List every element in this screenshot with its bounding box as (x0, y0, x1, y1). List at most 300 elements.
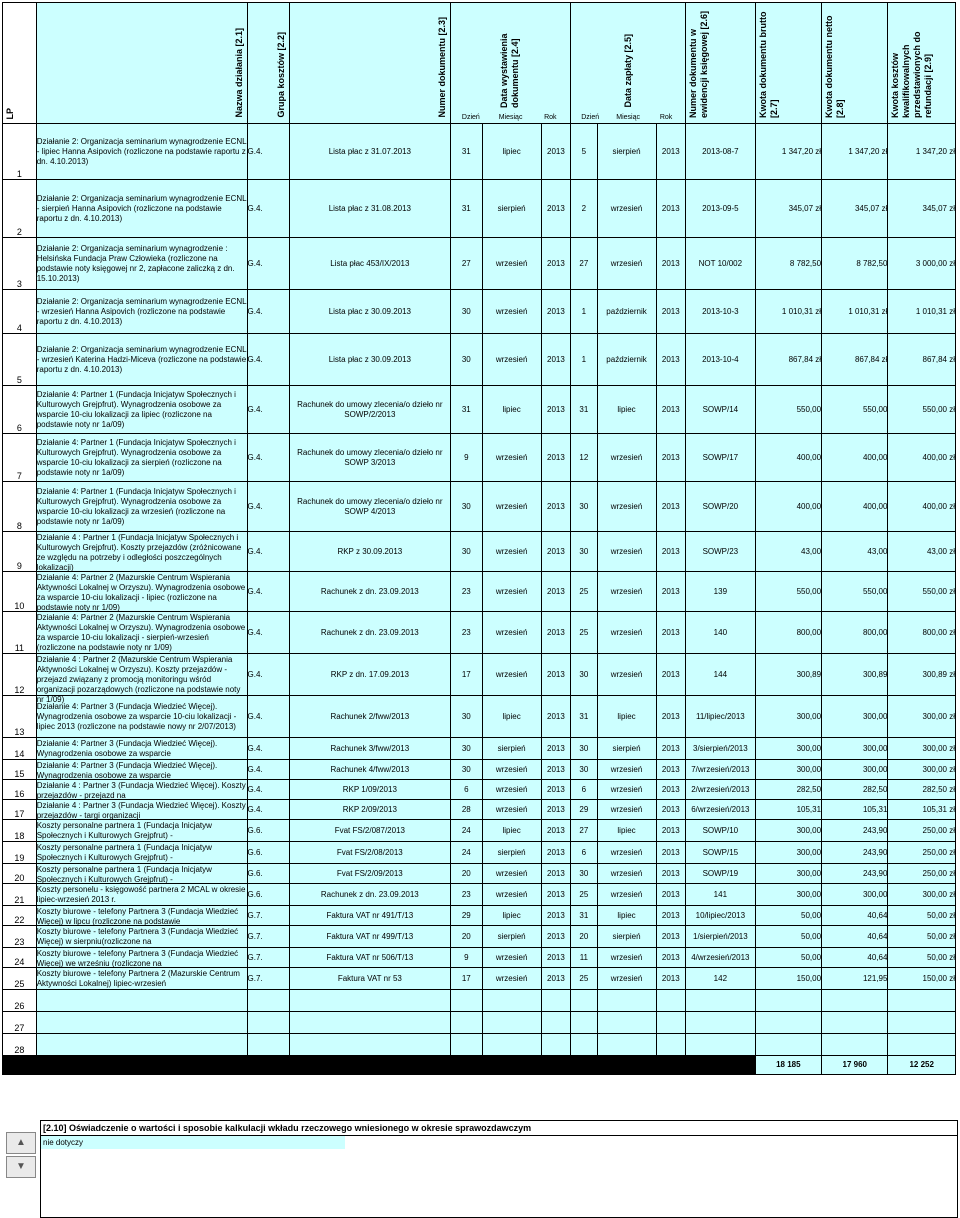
row-pay-year[interactable]: 2013 (656, 238, 686, 290)
row-evidence[interactable]: 10/lipiec/2013 (686, 906, 756, 926)
row-pay-month[interactable]: lipiec (597, 820, 656, 842)
row-issue-day[interactable]: 28 (450, 800, 482, 820)
row-net[interactable]: 1 010,31 zł (822, 290, 888, 334)
row-eligible[interactable]: 50,00 zł (888, 906, 956, 926)
row-group[interactable]: G.4. (247, 780, 289, 800)
row-doc[interactable] (289, 990, 450, 1012)
row-evidence[interactable]: SOWP/19 (686, 864, 756, 884)
row-eligible[interactable] (888, 990, 956, 1012)
row-doc[interactable] (289, 1034, 450, 1056)
row-pay-day[interactable]: 25 (571, 572, 597, 612)
row-evidence[interactable]: 142 (686, 968, 756, 990)
row-name[interactable] (36, 738, 247, 760)
row-issue-month[interactable]: sierpień (482, 180, 541, 238)
row-pay-month[interactable]: październik (597, 290, 656, 334)
row-group[interactable]: G.4. (247, 612, 289, 654)
row-issue-year[interactable]: 2013 (541, 386, 571, 434)
row-issue-year[interactable]: 2013 (541, 968, 571, 990)
row-net[interactable]: 300,89 (822, 654, 888, 696)
row-pay-month[interactable]: sierpień (597, 738, 656, 760)
row-group[interactable]: G.7. (247, 906, 289, 926)
row-eligible[interactable]: 300,00 zł (888, 760, 956, 780)
row-issue-month[interactable]: wrzesień (482, 434, 541, 482)
row-name[interactable] (36, 180, 247, 238)
row-net[interactable]: 550,00 (822, 386, 888, 434)
row-doc[interactable]: Rachunek z dn. 23.09.2013 (289, 884, 450, 906)
row-net[interactable]: 300,00 (822, 696, 888, 738)
row-doc[interactable]: Faktura VAT nr 491/T/13 (289, 906, 450, 926)
row-issue-year[interactable]: 2013 (541, 780, 571, 800)
row-group[interactable]: G.4. (247, 738, 289, 760)
row-doc[interactable]: Rachunek 4/fww/2013 (289, 760, 450, 780)
row-pay-day[interactable]: 30 (571, 760, 597, 780)
row-name[interactable] (36, 1012, 247, 1034)
row-pay-month[interactable]: wrzesień (597, 884, 656, 906)
row-gross[interactable]: 345,07 zł (755, 180, 821, 238)
row-group[interactable]: G.4. (247, 290, 289, 334)
row-issue-month[interactable]: lipiec (482, 820, 541, 842)
row-issue-month[interactable]: wrzesień (482, 334, 541, 386)
row-net[interactable]: 40,64 (822, 906, 888, 926)
row-doc[interactable]: Lista płac z 30.09.2013 (289, 334, 450, 386)
row-issue-month[interactable]: wrzesień (482, 572, 541, 612)
row-pay-month[interactable]: wrzesień (597, 780, 656, 800)
row-net[interactable]: 1 347,20 zł (822, 124, 888, 180)
row-issue-day[interactable]: 24 (450, 842, 482, 864)
row-issue-day[interactable] (450, 1034, 482, 1056)
row-name[interactable] (36, 386, 247, 434)
row-issue-year[interactable]: 2013 (541, 434, 571, 482)
row-pay-month[interactable]: wrzesień (597, 532, 656, 572)
row-eligible[interactable]: 867,84 zł (888, 334, 956, 386)
row-doc[interactable]: RKP z dn. 17.09.2013 (289, 654, 450, 696)
row-name[interactable] (36, 572, 247, 612)
row-pay-year[interactable]: 2013 (656, 290, 686, 334)
row-eligible[interactable]: 250,00 zł (888, 820, 956, 842)
row-doc[interactable] (289, 1012, 450, 1034)
row-issue-day[interactable]: 30 (450, 532, 482, 572)
row-eligible[interactable]: 300,00 zł (888, 738, 956, 760)
row-net[interactable]: 8 782,50 (822, 238, 888, 290)
row-pay-month[interactable]: wrzesień (597, 948, 656, 968)
row-issue-year[interactable] (541, 1012, 571, 1034)
row-pay-day[interactable] (571, 1034, 597, 1056)
row-issue-day[interactable]: 17 (450, 968, 482, 990)
row-pay-day[interactable]: 25 (571, 884, 597, 906)
row-pay-month[interactable]: wrzesień (597, 482, 656, 532)
row-group[interactable]: G.4. (247, 696, 289, 738)
row-group[interactable]: G.6. (247, 820, 289, 842)
row-issue-day[interactable]: 23 (450, 572, 482, 612)
row-issue-year[interactable]: 2013 (541, 654, 571, 696)
row-issue-month[interactable]: wrzesień (482, 884, 541, 906)
row-pay-day[interactable]: 6 (571, 842, 597, 864)
scroll-up-icon[interactable]: ▲ (6, 1132, 36, 1154)
row-eligible[interactable]: 345,07 zł (888, 180, 956, 238)
row-pay-day[interactable]: 11 (571, 948, 597, 968)
row-issue-day[interactable]: 30 (450, 696, 482, 738)
row-eligible[interactable]: 300,89 zł (888, 654, 956, 696)
row-pay-month[interactable]: wrzesień (597, 864, 656, 884)
row-pay-month[interactable]: lipiec (597, 386, 656, 434)
row-issue-day[interactable]: 31 (450, 180, 482, 238)
row-evidence[interactable]: 6/wrzesień/2013 (686, 800, 756, 820)
row-issue-month[interactable]: wrzesień (482, 654, 541, 696)
row-issue-year[interactable]: 2013 (541, 180, 571, 238)
row-evidence[interactable]: SOWP/14 (686, 386, 756, 434)
row-doc[interactable]: Fvat FS/2/09/2013 (289, 864, 450, 884)
row-issue-month[interactable]: wrzesień (482, 290, 541, 334)
row-group[interactable]: G.6. (247, 842, 289, 864)
row-pay-day[interactable] (571, 1012, 597, 1034)
row-group[interactable]: G.4. (247, 386, 289, 434)
row-gross[interactable]: 300,00 (755, 884, 821, 906)
row-gross[interactable]: 300,00 (755, 760, 821, 780)
row-issue-month[interactable]: wrzesień (482, 532, 541, 572)
row-pay-day[interactable]: 6 (571, 780, 597, 800)
row-pay-month[interactable]: lipiec (597, 906, 656, 926)
row-group[interactable]: G.6. (247, 864, 289, 884)
row-group[interactable]: G.7. (247, 948, 289, 968)
row-pay-day[interactable]: 31 (571, 696, 597, 738)
row-doc[interactable]: RKP 1/09/2013 (289, 780, 450, 800)
row-eligible[interactable]: 550,00 zł (888, 572, 956, 612)
row-net[interactable]: 300,00 (822, 760, 888, 780)
row-pay-year[interactable] (656, 1034, 686, 1056)
row-net[interactable]: 800,00 (822, 612, 888, 654)
row-issue-month[interactable]: sierpień (482, 926, 541, 948)
row-issue-year[interactable] (541, 990, 571, 1012)
row-name[interactable] (36, 906, 247, 926)
row-issue-month[interactable]: sierpień (482, 842, 541, 864)
row-pay-year[interactable]: 2013 (656, 948, 686, 968)
row-net[interactable]: 40,64 (822, 926, 888, 948)
row-evidence[interactable] (686, 990, 756, 1012)
row-issue-year[interactable]: 2013 (541, 800, 571, 820)
row-net[interactable] (822, 1034, 888, 1056)
row-doc[interactable]: RKP z 30.09.2013 (289, 532, 450, 572)
row-pay-year[interactable] (656, 990, 686, 1012)
row-issue-year[interactable]: 2013 (541, 760, 571, 780)
row-issue-month[interactable]: wrzesień (482, 780, 541, 800)
row-pay-year[interactable]: 2013 (656, 572, 686, 612)
row-evidence[interactable]: SOWP/20 (686, 482, 756, 532)
row-issue-month[interactable]: lipiec (482, 906, 541, 926)
row-issue-month[interactable]: lipiec (482, 696, 541, 738)
row-pay-day[interactable]: 30 (571, 738, 597, 760)
statement-text-field[interactable]: nie dotyczy (41, 1136, 345, 1149)
row-pay-month[interactable]: wrzesień (597, 654, 656, 696)
row-pay-month[interactable]: październik (597, 334, 656, 386)
row-issue-month[interactable]: wrzesień (482, 800, 541, 820)
row-evidence[interactable]: 144 (686, 654, 756, 696)
row-pay-year[interactable]: 2013 (656, 482, 686, 532)
row-issue-day[interactable] (450, 990, 482, 1012)
row-doc[interactable]: Lista płac z 31.07.2013 (289, 124, 450, 180)
row-gross[interactable] (755, 1012, 821, 1034)
row-pay-month[interactable]: sierpień (597, 124, 656, 180)
row-pay-year[interactable]: 2013 (656, 434, 686, 482)
row-gross[interactable]: 105,31 (755, 800, 821, 820)
row-issue-year[interactable]: 2013 (541, 532, 571, 572)
row-doc[interactable]: Rachunek do umowy zlecenia/o dzieło nr SOWP 3/2013 (289, 434, 450, 482)
row-issue-day[interactable]: 23 (450, 884, 482, 906)
row-group[interactable] (247, 1034, 289, 1056)
row-net[interactable]: 550,00 (822, 572, 888, 612)
row-issue-month[interactable]: sierpień (482, 738, 541, 760)
row-evidence[interactable]: 2/wrzesień/2013 (686, 780, 756, 800)
row-evidence[interactable]: 139 (686, 572, 756, 612)
row-pay-year[interactable]: 2013 (656, 800, 686, 820)
row-pay-day[interactable]: 5 (571, 124, 597, 180)
row-doc[interactable]: Faktura VAT nr 499/T/13 (289, 926, 450, 948)
row-issue-year[interactable]: 2013 (541, 864, 571, 884)
row-gross[interactable]: 550,00 (755, 572, 821, 612)
row-name[interactable] (36, 124, 247, 180)
row-name[interactable] (36, 780, 247, 800)
row-issue-year[interactable]: 2013 (541, 334, 571, 386)
row-net[interactable]: 400,00 (822, 482, 888, 532)
row-issue-year[interactable]: 2013 (541, 290, 571, 334)
row-group[interactable]: G.4. (247, 434, 289, 482)
row-net[interactable]: 121,95 (822, 968, 888, 990)
row-group[interactable]: G.4. (247, 654, 289, 696)
row-pay-month[interactable] (597, 990, 656, 1012)
row-issue-day[interactable]: 6 (450, 780, 482, 800)
row-net[interactable]: 43,00 (822, 532, 888, 572)
row-eligible[interactable]: 300,00 zł (888, 696, 956, 738)
row-gross[interactable]: 1 347,20 zł (755, 124, 821, 180)
row-group[interactable]: G.4. (247, 124, 289, 180)
row-eligible[interactable]: 43,00 zł (888, 532, 956, 572)
row-pay-day[interactable]: 27 (571, 238, 597, 290)
row-name[interactable] (36, 1034, 247, 1056)
row-gross[interactable]: 50,00 (755, 948, 821, 968)
row-name[interactable] (36, 290, 247, 334)
row-gross[interactable] (755, 990, 821, 1012)
row-group[interactable]: G.4. (247, 180, 289, 238)
row-evidence[interactable]: 1/sierpień/2013 (686, 926, 756, 948)
row-name[interactable] (36, 760, 247, 780)
row-pay-day[interactable]: 30 (571, 654, 597, 696)
row-group[interactable]: G.4. (247, 572, 289, 612)
row-pay-year[interactable]: 2013 (656, 926, 686, 948)
row-pay-year[interactable]: 2013 (656, 842, 686, 864)
row-gross[interactable]: 400,00 (755, 434, 821, 482)
row-name[interactable] (36, 334, 247, 386)
row-evidence[interactable]: 3/sierpień/2013 (686, 738, 756, 760)
row-eligible[interactable]: 105,31 zł (888, 800, 956, 820)
row-pay-year[interactable]: 2013 (656, 612, 686, 654)
row-pay-year[interactable]: 2013 (656, 864, 686, 884)
row-pay-year[interactable]: 2013 (656, 968, 686, 990)
row-eligible[interactable]: 150,00 zł (888, 968, 956, 990)
row-pay-day[interactable]: 20 (571, 926, 597, 948)
row-doc[interactable]: Faktura VAT nr 53 (289, 968, 450, 990)
row-pay-month[interactable]: sierpień (597, 926, 656, 948)
row-pay-day[interactable]: 25 (571, 968, 597, 990)
row-issue-day[interactable]: 29 (450, 906, 482, 926)
row-pay-day[interactable]: 25 (571, 612, 597, 654)
row-issue-month[interactable]: lipiec (482, 124, 541, 180)
row-eligible[interactable]: 50,00 zł (888, 926, 956, 948)
row-gross[interactable]: 300,00 (755, 842, 821, 864)
row-gross[interactable]: 800,00 (755, 612, 821, 654)
row-name[interactable] (36, 238, 247, 290)
row-issue-day[interactable]: 9 (450, 948, 482, 968)
row-eligible[interactable]: 250,00 zł (888, 864, 956, 884)
row-issue-year[interactable]: 2013 (541, 482, 571, 532)
row-group[interactable] (247, 990, 289, 1012)
row-pay-month[interactable]: wrzesień (597, 434, 656, 482)
row-issue-month[interactable] (482, 990, 541, 1012)
row-group[interactable]: G.4. (247, 334, 289, 386)
row-pay-month[interactable] (597, 1012, 656, 1034)
row-group[interactable] (247, 1012, 289, 1034)
row-issue-year[interactable]: 2013 (541, 906, 571, 926)
row-pay-day[interactable]: 1 (571, 334, 597, 386)
row-issue-day[interactable]: 31 (450, 124, 482, 180)
row-net[interactable]: 400,00 (822, 434, 888, 482)
row-doc[interactable]: Rachunek z dn. 23.09.2013 (289, 572, 450, 612)
row-pay-month[interactable]: wrzesień (597, 180, 656, 238)
row-net[interactable]: 867,84 zł (822, 334, 888, 386)
row-evidence[interactable]: SOWP/23 (686, 532, 756, 572)
row-name[interactable] (36, 948, 247, 968)
row-pay-month[interactable]: wrzesień (597, 968, 656, 990)
row-evidence[interactable]: SOWP/17 (686, 434, 756, 482)
row-issue-year[interactable]: 2013 (541, 926, 571, 948)
row-pay-day[interactable]: 12 (571, 434, 597, 482)
row-gross[interactable]: 282,50 (755, 780, 821, 800)
row-evidence[interactable]: 2013-10-3 (686, 290, 756, 334)
row-pay-month[interactable]: wrzesień (597, 800, 656, 820)
row-name[interactable] (36, 864, 247, 884)
row-evidence[interactable]: 2013-08-7 (686, 124, 756, 180)
row-net[interactable]: 243,90 (822, 864, 888, 884)
row-issue-month[interactable]: wrzesień (482, 482, 541, 532)
row-pay-day[interactable]: 30 (571, 482, 597, 532)
row-doc[interactable]: Rachunek z dn. 23.09.2013 (289, 612, 450, 654)
scroll-down-icon[interactable]: ▼ (6, 1156, 36, 1178)
row-name[interactable] (36, 842, 247, 864)
row-pay-year[interactable]: 2013 (656, 780, 686, 800)
row-doc[interactable]: Rachunek do umowy zlecenia/o dzieło nr SOWP/2/2013 (289, 386, 450, 434)
row-group[interactable]: G.4. (247, 760, 289, 780)
row-gross[interactable]: 550,00 (755, 386, 821, 434)
row-group[interactable]: G.7. (247, 926, 289, 948)
row-net[interactable] (822, 990, 888, 1012)
row-group[interactable]: G.4. (247, 238, 289, 290)
row-name[interactable] (36, 612, 247, 654)
row-doc[interactable]: Lista płac 453/IX/2013 (289, 238, 450, 290)
row-evidence[interactable]: 2013-10-4 (686, 334, 756, 386)
row-doc[interactable]: Lista płac z 30.09.2013 (289, 290, 450, 334)
row-issue-month[interactable]: wrzesień (482, 864, 541, 884)
row-gross[interactable]: 300,00 (755, 864, 821, 884)
row-gross[interactable]: 300,00 (755, 696, 821, 738)
row-evidence[interactable]: 141 (686, 884, 756, 906)
row-doc[interactable]: Rachunek 3/fww/2013 (289, 738, 450, 760)
row-evidence[interactable] (686, 1034, 756, 1056)
row-group[interactable]: G.4. (247, 482, 289, 532)
row-net[interactable]: 345,07 zł (822, 180, 888, 238)
row-evidence[interactable]: 140 (686, 612, 756, 654)
row-issue-month[interactable] (482, 1034, 541, 1056)
row-evidence[interactable]: 2013-09-5 (686, 180, 756, 238)
row-issue-day[interactable]: 9 (450, 434, 482, 482)
row-eligible[interactable]: 400,00 zł (888, 434, 956, 482)
row-name[interactable] (36, 482, 247, 532)
row-eligible[interactable] (888, 1012, 956, 1034)
row-name[interactable] (36, 532, 247, 572)
row-eligible[interactable]: 550,00 zł (888, 386, 956, 434)
row-gross[interactable]: 400,00 (755, 482, 821, 532)
row-issue-month[interactable]: wrzesień (482, 948, 541, 968)
row-issue-day[interactable]: 30 (450, 760, 482, 780)
row-net[interactable]: 40,64 (822, 948, 888, 968)
row-pay-year[interactable]: 2013 (656, 334, 686, 386)
row-pay-month[interactable] (597, 1034, 656, 1056)
row-eligible[interactable]: 800,00 zł (888, 612, 956, 654)
row-pay-day[interactable]: 31 (571, 386, 597, 434)
row-issue-year[interactable]: 2013 (541, 948, 571, 968)
row-issue-month[interactable] (482, 1012, 541, 1034)
row-issue-year[interactable]: 2013 (541, 572, 571, 612)
row-issue-day[interactable]: 24 (450, 820, 482, 842)
row-pay-day[interactable]: 29 (571, 800, 597, 820)
row-group[interactable]: G.4. (247, 800, 289, 820)
row-evidence[interactable]: SOWP/15 (686, 842, 756, 864)
row-net[interactable] (822, 1012, 888, 1034)
row-issue-day[interactable]: 31 (450, 386, 482, 434)
row-pay-year[interactable]: 2013 (656, 180, 686, 238)
row-gross[interactable]: 50,00 (755, 906, 821, 926)
row-pay-month[interactable]: wrzesień (597, 572, 656, 612)
row-issue-month[interactable]: wrzesień (482, 968, 541, 990)
row-pay-day[interactable]: 30 (571, 864, 597, 884)
row-pay-year[interactable]: 2013 (656, 884, 686, 906)
row-eligible[interactable] (888, 1034, 956, 1056)
row-issue-year[interactable]: 2013 (541, 612, 571, 654)
row-group[interactable]: G.6. (247, 884, 289, 906)
row-issue-year[interactable]: 2013 (541, 738, 571, 760)
row-gross[interactable]: 867,84 zł (755, 334, 821, 386)
row-name[interactable] (36, 800, 247, 820)
row-issue-month[interactable]: wrzesień (482, 760, 541, 780)
row-issue-year[interactable]: 2013 (541, 124, 571, 180)
row-doc[interactable]: Lista płac z 31.08.2013 (289, 180, 450, 238)
row-doc[interactable]: Fvat FS/2/087/2013 (289, 820, 450, 842)
row-issue-year[interactable] (541, 1034, 571, 1056)
row-issue-day[interactable] (450, 1012, 482, 1034)
row-pay-day[interactable]: 27 (571, 820, 597, 842)
row-gross[interactable]: 43,00 (755, 532, 821, 572)
row-name[interactable] (36, 968, 247, 990)
row-issue-year[interactable]: 2013 (541, 238, 571, 290)
row-gross[interactable]: 50,00 (755, 926, 821, 948)
row-evidence[interactable]: 11/lipiec/2013 (686, 696, 756, 738)
row-eligible[interactable]: 250,00 zł (888, 842, 956, 864)
row-eligible[interactable]: 1 347,20 zł (888, 124, 956, 180)
row-evidence[interactable]: NOT 10/002 (686, 238, 756, 290)
row-issue-day[interactable]: 17 (450, 654, 482, 696)
row-name[interactable] (36, 926, 247, 948)
row-pay-month[interactable]: wrzesień (597, 238, 656, 290)
row-net[interactable]: 243,90 (822, 820, 888, 842)
row-issue-day[interactable]: 30 (450, 482, 482, 532)
row-name[interactable] (36, 434, 247, 482)
